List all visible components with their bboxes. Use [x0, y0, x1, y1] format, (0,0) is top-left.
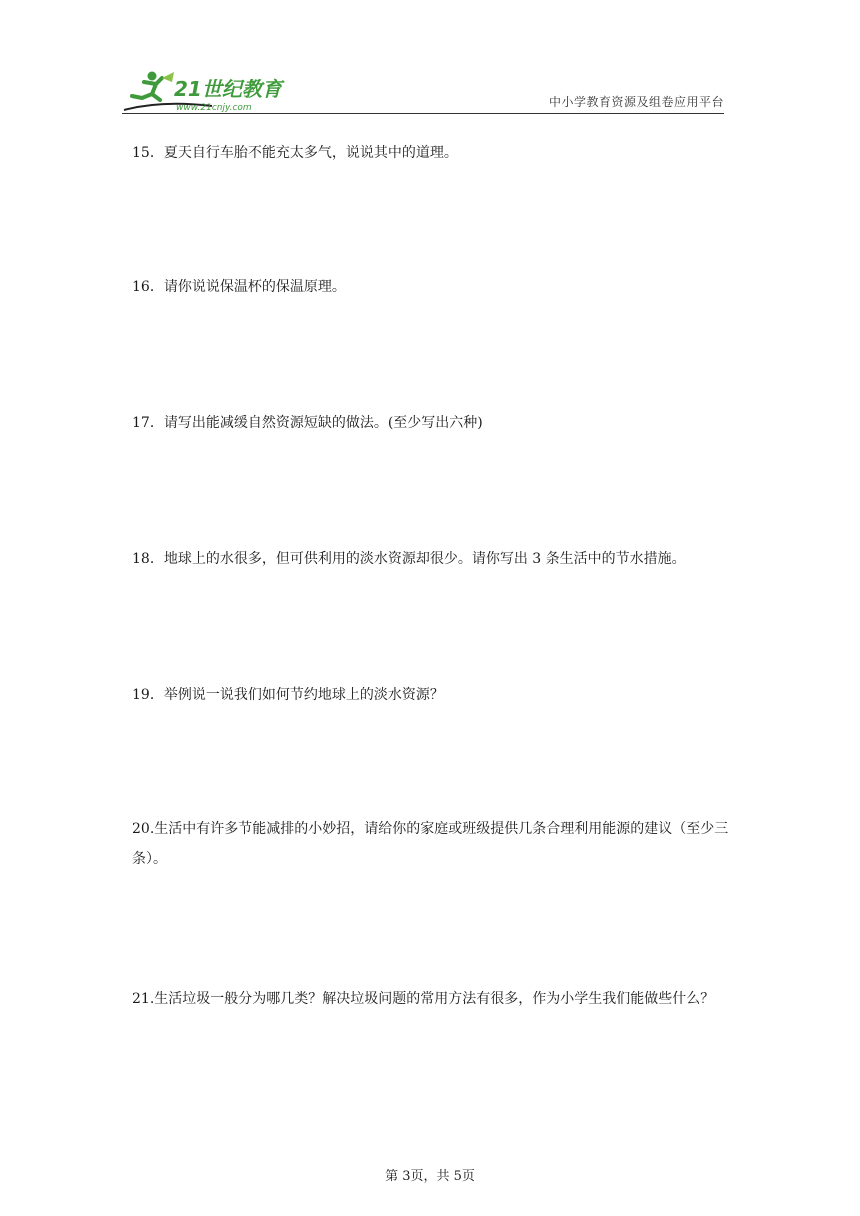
question-15: 15．夏天自行车胎不能充太多气，说说其中的道理。: [132, 145, 458, 161]
platform-name: 中小学教育资源及组卷应用平台: [548, 95, 724, 109]
question-19: 19．举例说一说我们如何节约地球上的淡水资源？: [132, 687, 444, 703]
question-16: 16．请你说说保温杯的保温原理。: [132, 279, 346, 295]
question-21: 21.生活垃圾一般分为哪几类？解决垃圾问题的常用方法有很多，作为小学生我们能做些什么？: [132, 991, 715, 1007]
question-20: 20.生活中有许多节能减排的小妙招，请给你的家庭或班级提供几条合理利用能源的建议（至少三条）。: [132, 821, 729, 867]
header-divider: [122, 113, 724, 114]
page-footer: 第 3页，共 5页: [385, 1169, 475, 1184]
question-17: 17．请写出能减缓自然资源短缺的做法。(至少写出六种): [132, 415, 483, 431]
svg-text:www.21cnjy.com: www.21cnjy.com: [176, 103, 252, 113]
21cnjy-logo: [122, 66, 302, 114]
question-18: 18．地球上的水很多，但可供利用的淡水资源却很少。请你写出 3 条生活中的节水措施。: [132, 551, 686, 567]
svg-text:21世纪教育: 21世纪教育: [174, 77, 282, 101]
page-header: [122, 62, 724, 114]
